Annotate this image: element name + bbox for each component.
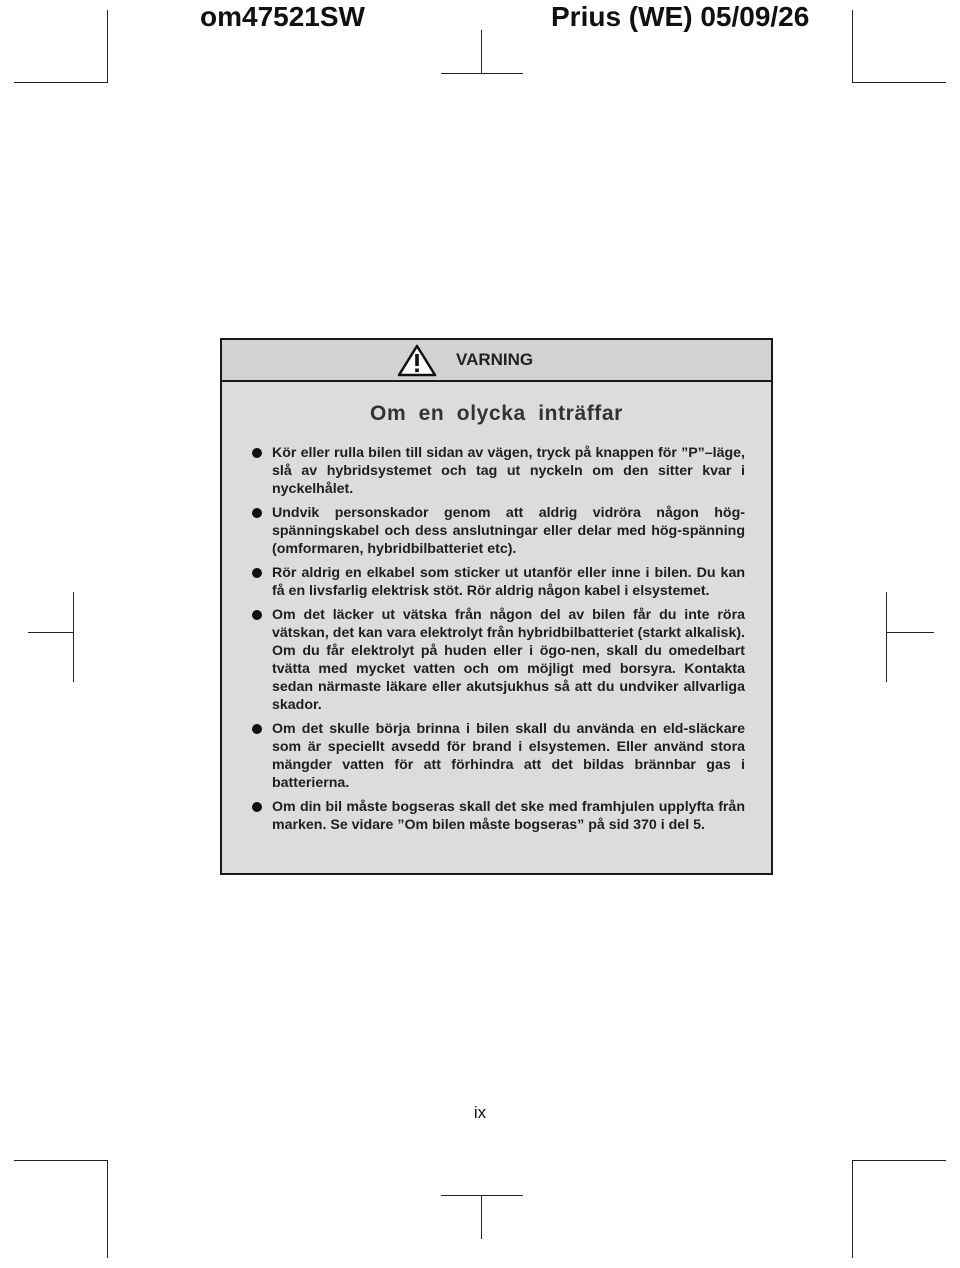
list-item	[252, 564, 745, 600]
list-item-text: Om det skulle börja brinna i bilen skall du använda en eld-släckare som är speciellt avsedd för brand i elsystemen. Eller använd stora mängder vatten för att förhindra att det bildas brännbar gas i batterierna.	[272, 721, 745, 791]
warning-title: Om en olycka inträffar	[370, 402, 623, 425]
list-item	[252, 720, 745, 792]
bullet-icon	[252, 610, 262, 620]
warning-triangle-icon	[397, 344, 437, 377]
crop-mark-line	[107, 10, 108, 83]
crop-mark-line	[852, 10, 853, 83]
warning-list	[252, 444, 745, 840]
crop-mark-line	[852, 82, 946, 83]
crop-mark-line	[852, 1160, 853, 1258]
list-item	[252, 798, 745, 834]
list-item-text: Undvik personskador genom att aldrig vidröra någon hög-spänningskabel och dess anslutningar eller delar med hög-spänning (omformaren, hybridbilbatteriet etc).	[272, 505, 745, 557]
crop-mark-line	[886, 632, 934, 633]
page-number: ix	[473, 1103, 487, 1122]
warning-header	[222, 340, 771, 382]
crop-mark-line	[441, 73, 523, 74]
list-item-text: Rör aldrig en elkabel som sticker ut utanför eller inne i bilen. Du kan få en livsfarlig elektrisk stöt. Rör aldrig någon kabel i elsystemet.	[272, 565, 745, 599]
list-item	[252, 606, 745, 714]
warning-box	[220, 338, 773, 875]
bullet-icon	[252, 724, 262, 734]
crop-mark-line	[886, 592, 887, 682]
crop-mark-line	[14, 1160, 108, 1161]
bullet-icon	[252, 568, 262, 578]
bullet-icon	[252, 448, 262, 458]
crop-mark-line	[28, 632, 73, 633]
list-item-text: Om det läcker ut vätska från någon del av bilen får du inte röra vätskan, det kan vara elektrolyt från hybridbilbatteriet (starkt alkalisk). Om du får elektrolyt på huden eller i ögo-nen, skall du omedelbart tvätta med mycket vatten och om möjligt med borsyra. Kontakta sedan närmaste läkare eller akutsjukhus så att du undviker allvarliga skador.	[272, 607, 745, 713]
crop-mark-line	[73, 592, 74, 682]
bullet-icon	[252, 508, 262, 518]
list-item-text: Kör eller rulla bilen till sidan av vägen, tryck på knappen för ”P”–läge, slå av hybridsystemet och tag ut nyckeln om den sitter kvar i nyckelhålet.	[272, 445, 745, 497]
crop-mark-line	[14, 82, 108, 83]
crop-mark-line	[852, 1160, 946, 1161]
bullet-icon	[252, 802, 262, 812]
crop-mark-line	[107, 1160, 108, 1258]
header-model-date: Prius (WE) 05/09/26	[551, 1, 810, 32]
warning-label: VARNING	[456, 350, 534, 369]
crop-mark-line	[441, 1195, 523, 1196]
list-item	[252, 504, 745, 558]
crop-mark-line	[481, 30, 482, 74]
crop-mark-line	[481, 1195, 482, 1239]
list-item-text: Om din bil måste bogseras skall det ske med framhjulen upplyfta från marken. Se vidare ”Om bilen måste bogseras” på sid 370 i del 5.	[272, 799, 745, 833]
header-doc-code: om47521SW	[200, 1, 365, 32]
list-item	[252, 444, 745, 498]
